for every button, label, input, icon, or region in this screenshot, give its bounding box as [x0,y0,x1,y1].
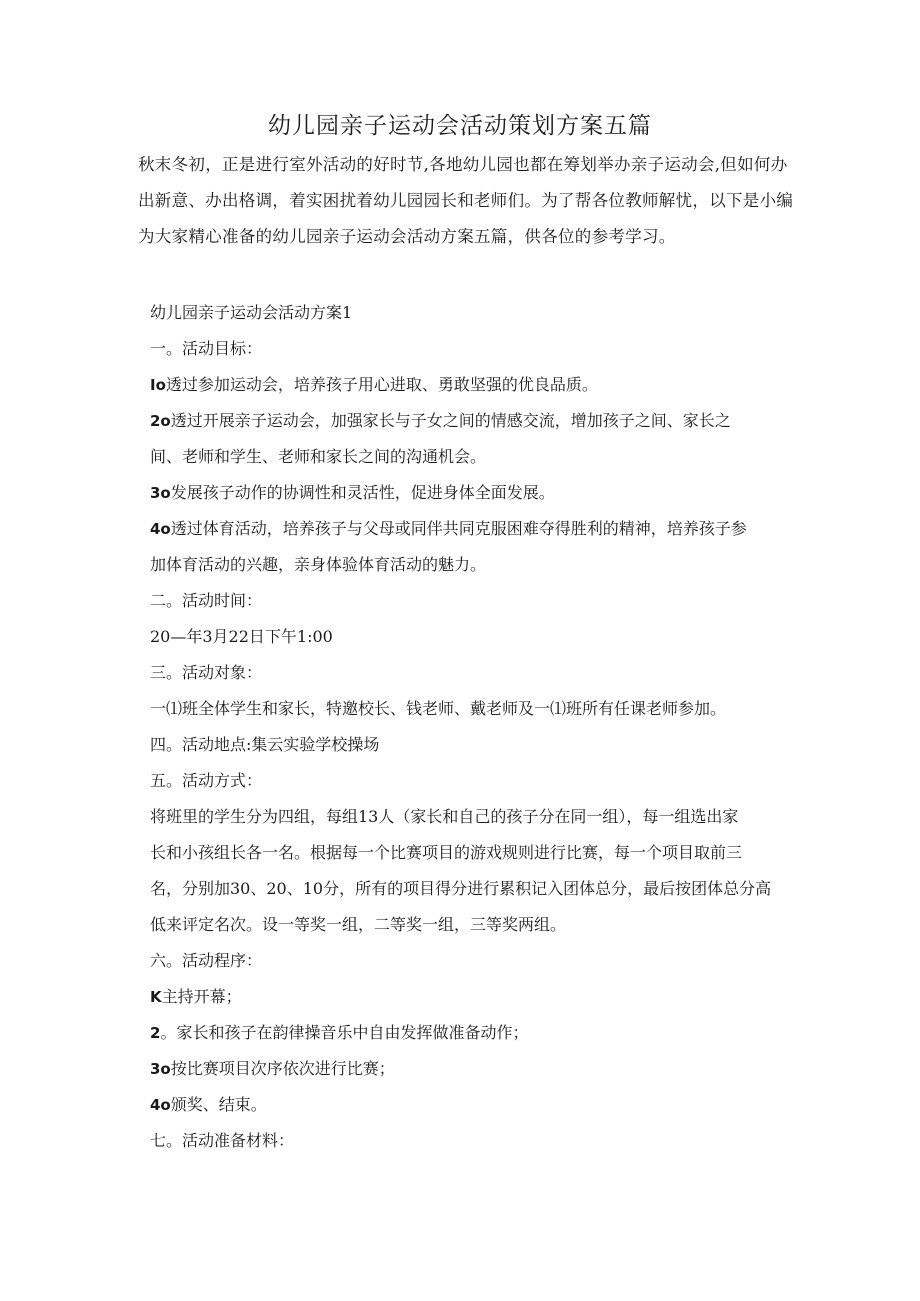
goal-item-3 [150,475,790,511]
activity-audience: 一⑴班全体学生和家长，特邀校长、钱老师、戴老师及一⑴班所有任课老师参加。 [150,699,727,718]
goal-item-1 [150,367,790,403]
goal-item-2 [150,403,790,439]
procedure-2-text: 。家长和孩子在韵律操音乐中自由发挥做准备动作； [160,1023,529,1042]
goal-item-4 [150,511,790,547]
plan-title: 幼儿园亲子运动会活动方案1 [150,303,353,322]
procedure-4-number: 4o [150,1096,171,1114]
goal-2-number: 2o [150,412,171,430]
section-materials-heading: 七。活动准备材料： [150,1131,295,1150]
goal-2-continuation: 间、老师和学生、老师和家长之间的沟通机会。 [150,447,487,466]
method-line-1: 将班里的学生分为四组，每组13人（家长和自己的孩子分在同一组），每一组选出家 [150,807,739,826]
goal-2-text: 透过开展亲子运动会，加强家长与子女之间的情感交流，增加孩子之间、家长之 [170,411,731,430]
section-time-heading: 二。活动时间： [150,591,263,610]
goal-1-number: Io [150,376,166,394]
goal-3-number: 3o [150,484,171,502]
intro-text: 秋末冬初，正是进行室外活动的好时节,各地幼儿园也都在筹划举办亲子运动会,但如何办出新意、办出格调，着实困扰着幼儿园园长和老师们。为了帮各位教师解忧，以下是小编为大家精心准备的幼儿园亲子运动会活动方案五篇，供各位的参考学习。 [138,155,794,246]
procedure-item-2 [150,1015,790,1051]
procedure-4-text: 颁奖、结束。 [170,1095,267,1114]
document-title: 幼儿园亲子运动会活动策划方案五篇 [268,113,652,139]
activity-time: 20—年3月22日下午1:00 [150,627,333,646]
section-goals-heading: 一。活动目标： [150,339,263,358]
procedure-item-1 [150,979,790,1015]
procedure-1-text: 主持开幕； [161,987,242,1006]
section-method-heading: 五。活动方式： [150,771,263,790]
goal-4-number: 4o [150,520,171,538]
method-line-3: 名，分别加30、20、10分，所有的项目得分进行累积记入团体总分，最后按团体总分高 [150,879,772,898]
procedure-3-text: 按比赛项目次序依次进行比赛； [170,1059,395,1078]
method-line-2: 长和小孩组长各一名。根据每一个比赛项目的游戏规则进行比赛，每一个项目取前三 [150,843,743,862]
procedure-1-number: K [150,988,162,1006]
procedure-item-3 [150,1051,790,1087]
section-location-heading: 四。活动地点:集云实验学校操场 [150,735,380,754]
intro-paragraph [138,147,798,255]
plan-body [150,295,790,1159]
method-line-4: 低来评定名次。设一等奖一组，二等奖一组，三等奖两组。 [150,915,567,934]
section-procedure-heading: 六。活动程序： [150,951,263,970]
goal-4-continuation: 加体育活动的兴趣，亲身体验体育活动的魅力。 [150,555,487,574]
procedure-item-4 [150,1087,790,1123]
procedure-3-number: 3o [150,1060,171,1078]
goal-3-text: 发展孩子动作的协调性和灵活性，促进身体全面发展。 [170,483,555,502]
section-audience-heading: 三。活动对象： [150,663,263,682]
procedure-2-number: 2 [150,1024,161,1042]
goal-1-text: 透过参加运动会，培养孩子用心进取、勇敢坚强的优良品质。 [165,375,598,394]
goal-4-text: 透过体育活动，培养孩子与父母或同伴共同克服困难夺得胜利的精神，培养孩子参 [170,519,747,538]
